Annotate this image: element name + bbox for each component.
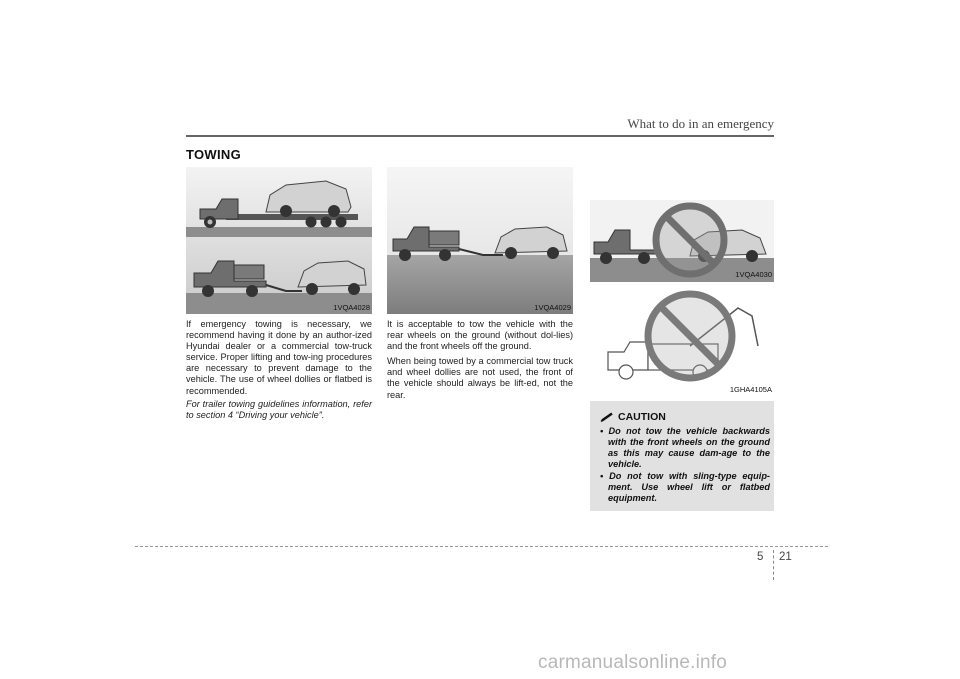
figure-wheel-lift-tow (387, 167, 573, 314)
caution-title: CAUTION (618, 411, 666, 423)
prohibited-sling-illustration (590, 286, 774, 396)
caution-item: • Do not tow the vehicle backwards with the front wheels on the ground as this may cause dam-age to the vehicle. (600, 426, 770, 469)
tow-truck-illustration (186, 167, 372, 314)
figure-code: 1VQA4029 (534, 303, 571, 312)
caution-item: • Do not tow with sling-type equip-ment. Use wheel lift or flatbed equipment. (600, 471, 770, 503)
figure-prohibited-sling-tow (590, 286, 774, 396)
figure-code: 1GHA4105A (729, 385, 772, 394)
column-2-text (387, 319, 573, 401)
header-divider (186, 135, 774, 137)
trailer-guideline-note: For trailer towing guidelines information, refer to section 4 “Driving your vehicle”. (186, 398, 372, 420)
towing-intro-paragraph: If emergency towing is necessary, we recommend having it done by an author-ized Hyundai dealer or a commercial tow-truck service. Proper lifting and tow-ing procedures are necessary to prevent damage to the vehicle. The use of wheel dollies or flatbed is recommended. (186, 319, 372, 396)
pencil-caution-icon (600, 412, 614, 422)
prohibited-sign-icon (656, 206, 724, 274)
figure-code: 1VQA4030 (735, 270, 772, 279)
page-number-divider (773, 550, 774, 580)
wheel-lift-illustration (387, 167, 573, 314)
column-1-text (186, 319, 372, 421)
caution-box (590, 401, 774, 511)
section-title: TOWING (186, 147, 241, 162)
footer-divider (135, 546, 828, 547)
rear-wheels-paragraph: It is acceptable to tow the vehicle with the rear wheels on the ground (without dol-lies) and the front wheels off the ground. (387, 319, 573, 352)
caution-list (598, 426, 770, 505)
prohibited-sign-icon (648, 294, 732, 378)
page-chapter-number: 5 (757, 551, 764, 563)
front-lift-paragraph: When being towed by a commercial tow truck and wheel dollies are not used, the front of the vehicle should always be lift-ed, not the rear. (387, 356, 573, 400)
figure-code: 1VQA4028 (333, 303, 370, 312)
figure-prohibited-backward-tow (590, 200, 774, 282)
watermark: carmanualsonline.info (538, 652, 728, 673)
page-number: 21 (779, 551, 792, 563)
chapter-header-title: What to do in an emergency (627, 116, 774, 131)
figure-flatbed-and-wheel-lift (186, 167, 372, 314)
